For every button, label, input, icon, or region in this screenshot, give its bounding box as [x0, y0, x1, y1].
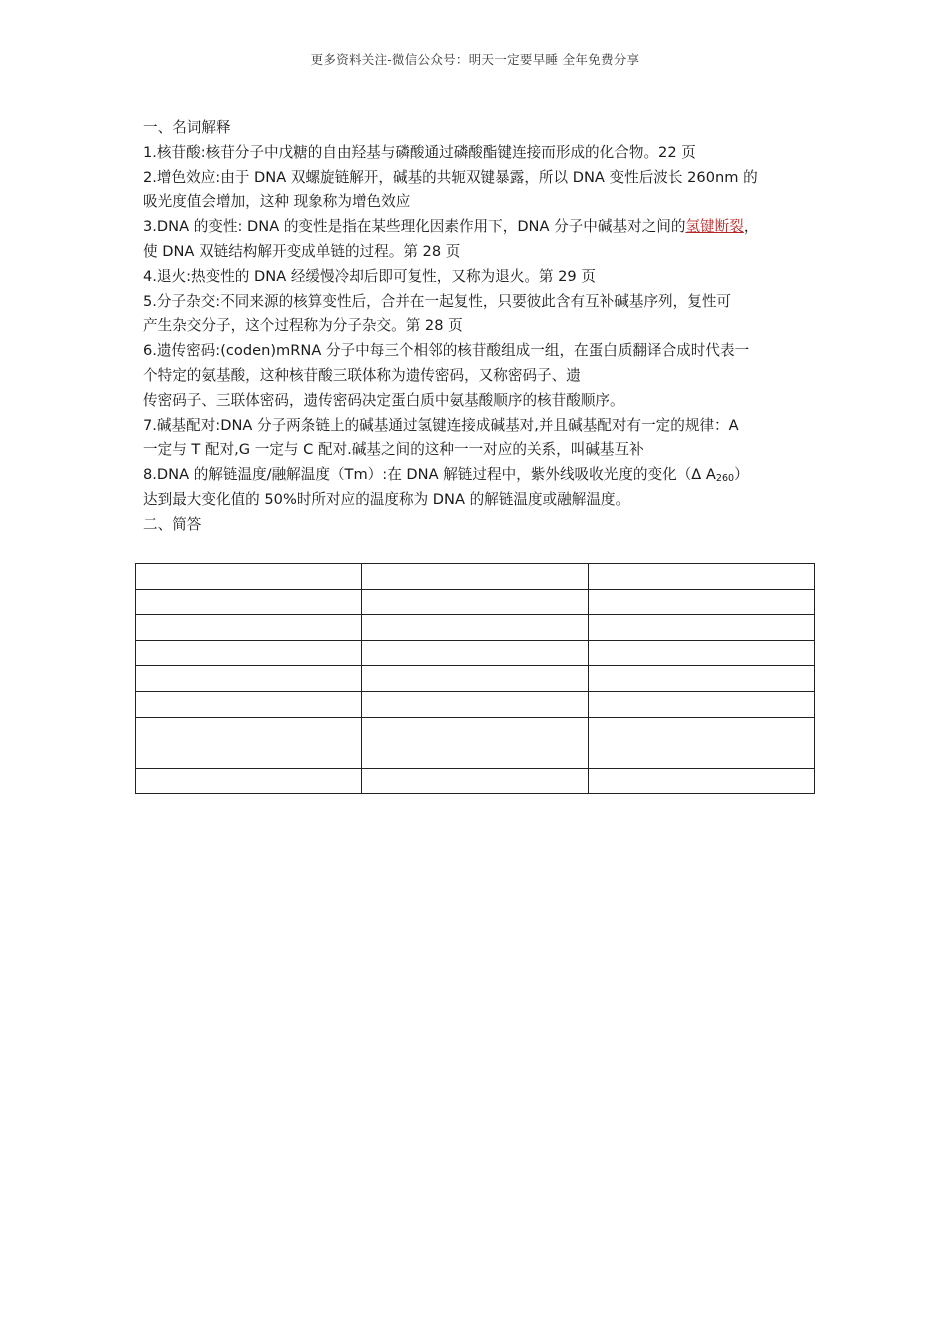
definition-item-2-line-1: 2.增色效应:由于 DNA 双螺旋链解开，碱基的共轭双键暴露，所以 DNA 变性后波长 260nm 的 [143, 168, 758, 186]
table-cell [136, 666, 362, 692]
table-cell [588, 666, 814, 692]
table-cell [136, 768, 362, 794]
definition-item-8-line-2: 达到最大变化值的 50%时所对应的温度称为 DNA 的解链温度或融解温度。 [143, 490, 631, 508]
definition-item-8-text: 8.DNA 的解链温度/融解温度（Tm）:在 DNA 解链过程中，紫外线吸收光度的变化（Δ A [143, 466, 716, 484]
definition-item-5-line-1: 5.分子杂交:不同来源的核算变性后，合并在一起复性，只要彼此含有互补碱基序列，复性可 [143, 292, 732, 310]
table-row [136, 615, 815, 641]
table-cell [362, 564, 588, 590]
definition-item-3-text: 3.DNA 的变性: DNA 的变性是指在某些理化因素作用下，DNA 分子中碱基对之间的 [143, 218, 686, 236]
definition-item-6-line-2: 个特定的氨基酸，这种核苷酸三联体称为遗传密码，又称密码子、遗 [143, 366, 581, 384]
table-cell [362, 666, 588, 692]
table-cell [588, 615, 814, 641]
table-cell [588, 691, 814, 717]
table-cell [362, 640, 588, 666]
table-row [136, 589, 815, 615]
document-body [143, 116, 811, 538]
table-cell [136, 691, 362, 717]
table-cell [136, 589, 362, 615]
definition-item-1: 1.核苷酸:核苷分子中戊糖的自由羟基与磷酸通过磷酸酯键连接而形成的化合物。22 页 [143, 143, 696, 161]
table-row [136, 768, 815, 794]
page-header: 更多资料关注-微信公众号：明天一定要早睡 全年免费分享 [310, 52, 640, 67]
table-cell [588, 564, 814, 590]
definition-item-7-line-1: 7.碱基配对:DNA 分子两条链上的碱基通过氢键连接成碱基对,并且碱基配对有一定的规律：A [143, 416, 739, 434]
table-row [136, 691, 815, 717]
table-row [136, 564, 815, 590]
punctuation: ） [734, 466, 749, 484]
table-cell [362, 691, 588, 717]
table-cell [362, 589, 588, 615]
table-cell [362, 717, 588, 768]
table-cell [136, 564, 362, 590]
table-cell [588, 589, 814, 615]
table-cell [588, 640, 814, 666]
table-cell [362, 615, 588, 641]
table-cell [136, 640, 362, 666]
table-row [136, 640, 815, 666]
definition-item-8-line-1 [143, 463, 811, 488]
empty-table [135, 563, 815, 794]
table-cell [588, 768, 814, 794]
punctuation: ， [743, 218, 759, 236]
definition-item-6-line-3: 传密码子、三联体密码，遗传密码决定蛋白质中氨基酸顺序的核苷酸顺序。 [143, 391, 625, 409]
section-title-short-answer: 二、简答 [143, 515, 202, 533]
subscript: 260 [715, 473, 735, 485]
table-cell [362, 768, 588, 794]
definition-item-5-line-2: 产生杂交分子，这个过程称为分子杂交。第 28 页 [143, 317, 463, 335]
definition-item-3-line-2: 使 DNA 双链结构解开变成单链的过程。第 28 页 [143, 242, 461, 260]
definition-item-6-line-1: 6.遗传密码:(coden)mRNA 分子中每三个相邻的核苷酸组成一组，在蛋白质翻译合成时代表一 [143, 342, 750, 360]
highlighted-term: 氢键断裂 [685, 218, 744, 236]
table-cell [136, 615, 362, 641]
definition-item-2-line-2: 吸光度值会增加，这种 现象称为增色效应 [143, 193, 411, 211]
table-cell [136, 717, 362, 768]
definition-item-3-line-1 [143, 215, 811, 240]
table-row [136, 666, 815, 692]
definition-item-7-line-2: 一定与 T 配对,G 一定与 C 配对.碱基之间的这种一一对应的关系，叫碱基互补 [143, 441, 644, 459]
table-cell [588, 717, 814, 768]
table-row [136, 717, 815, 768]
section-title-definitions: 一、名词解释 [143, 119, 231, 136]
definition-item-4: 4.退火:热变性的 DNA 经缓慢冷却后即可复性，又称为退火。第 29 页 [143, 267, 596, 285]
